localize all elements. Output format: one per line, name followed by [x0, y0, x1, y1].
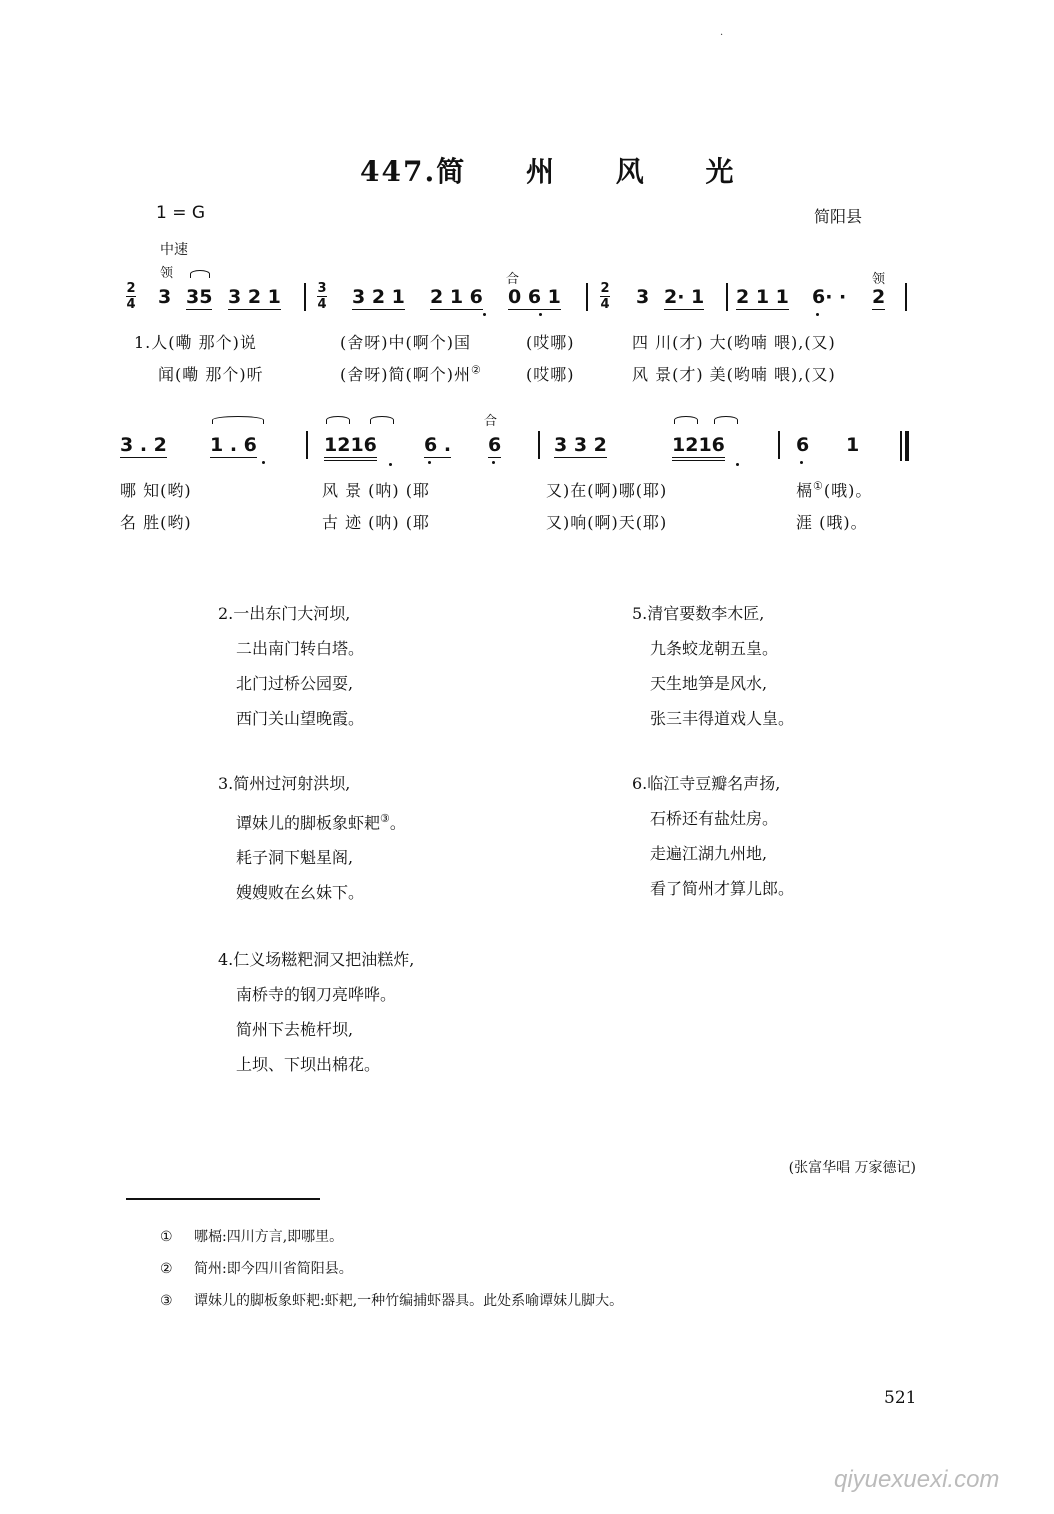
lyric-phrase: 哪 知(哟) — [120, 481, 192, 500]
verse-4 — [218, 942, 414, 1082]
lyric-phrase: 又)响(啊)天(耶) — [546, 513, 668, 532]
note: 6· · — [812, 286, 847, 308]
low-dot — [483, 313, 486, 316]
lyric-phrase: (哦)。 — [823, 481, 873, 500]
lyric-phrase: (哎哪) — [526, 333, 575, 352]
verse-line: 6.临江寺豆瓣名声扬, — [632, 774, 781, 793]
note: 3 — [636, 286, 650, 308]
verse-line: 南桥寺的钢刀亮哗哗。 — [236, 985, 397, 1004]
lyric-phrase: (哎哪) — [526, 365, 575, 384]
verse-text: 。 — [389, 813, 406, 833]
low-dot — [262, 461, 265, 464]
note-group: 3 3 2 — [554, 434, 607, 456]
note-group: 35 — [186, 286, 213, 308]
chorus-mark: 合 — [506, 272, 520, 287]
verse-line: 4.仁义场糍粑洞又把油糕炸, — [218, 950, 415, 969]
low-dot — [816, 313, 819, 316]
note-group: 2 1 6 — [430, 286, 483, 308]
low-dot — [389, 463, 392, 466]
time-sig-bottom: 4 — [126, 297, 136, 312]
bar-line — [726, 283, 728, 311]
time-sig-bottom: 4 — [600, 297, 610, 312]
bar-line — [586, 283, 588, 311]
low-dot — [736, 463, 739, 466]
key-signature: 1 = G — [156, 203, 206, 223]
bar-line — [778, 431, 780, 459]
verse-line: 5.清官要数李木匠, — [632, 604, 765, 623]
time-signature — [126, 282, 136, 311]
lyric-phrase: 风 景 (呐) (耶 — [322, 481, 430, 500]
slur — [370, 416, 394, 424]
note: 6 — [488, 434, 502, 456]
note-group: 1216 — [672, 434, 725, 461]
footnote-ref: ② — [470, 363, 482, 377]
tempo-marking: 中速 — [160, 242, 188, 258]
lyrics-line — [134, 330, 257, 353]
note-group: 3 2 1 — [228, 286, 281, 308]
lyrics-line — [796, 478, 872, 501]
footnote-ref: ③ — [380, 812, 390, 825]
lyric-phrase: 涯 (哦)。 — [796, 513, 868, 532]
lyric-phrase: (舍呀)中(啊个)国 — [340, 333, 471, 352]
footnote-text: 简州:即今四川省简阳县。 — [194, 1261, 353, 1277]
bar-line — [306, 431, 308, 459]
footnote-ref: ① — [813, 479, 824, 493]
verse-6 — [632, 766, 794, 906]
final-bar-line-thick — [905, 431, 909, 461]
note-group: 0 6 1 — [508, 286, 561, 308]
note-group: 2· 1 — [664, 286, 705, 308]
verse-3 — [218, 766, 406, 910]
verse-line: 看了简州才算儿郎。 — [650, 879, 795, 898]
time-sig-bottom: 4 — [317, 297, 327, 312]
verse-text: 谭妹儿的脚板象虾耙 — [236, 813, 381, 833]
note: 2 — [872, 286, 886, 308]
verse-line: 九条蛟龙朝五皇。 — [650, 639, 779, 658]
performer-credit: (张富华唱 万家德记) — [788, 1160, 916, 1176]
verse-line: 走遍江湖九州地, — [650, 844, 768, 863]
song-name: 简 州 风 光 — [436, 155, 760, 188]
low-dot — [492, 461, 495, 464]
lyric-phrase: 又)在(啊)哪(耶) — [546, 481, 668, 500]
lyric-phrase: 人(嘞 那个)说 — [151, 333, 257, 352]
note-group: 3 2 1 — [352, 286, 405, 308]
verse-number: 1. — [134, 333, 152, 352]
slur — [190, 270, 210, 278]
time-signature — [317, 282, 327, 311]
verse-line: 西门关山望晚霞。 — [236, 709, 365, 728]
footnote-number: ③ — [160, 1293, 173, 1309]
verse-5 — [632, 596, 794, 736]
note: 3 — [158, 286, 172, 308]
lyric-phrase: 槅 — [796, 481, 814, 500]
verse-line: 2.一出东门大河坝, — [218, 604, 351, 623]
verse-2 — [218, 596, 364, 736]
footnote-number: ② — [160, 1261, 173, 1277]
note: 6 — [796, 434, 810, 456]
footnote-text: 哪槅:四川方言,即哪里。 — [194, 1229, 344, 1245]
note: 6 . — [424, 434, 452, 456]
watermark: qiyuexuexi.com — [834, 1466, 1000, 1493]
lead-mark: 领 — [160, 266, 174, 281]
footnote-number: ① — [160, 1229, 173, 1245]
verse-line — [218, 801, 406, 840]
verse-line: 张三丰得道戏人皇。 — [650, 709, 795, 728]
note-group: 1 . 6 — [210, 434, 257, 456]
bar-line — [905, 283, 907, 311]
page-number: 521 — [884, 1388, 917, 1408]
bar-line — [538, 431, 540, 459]
verse-line: 二出南门转白塔。 — [236, 639, 365, 658]
note-group: 3 . 2 — [120, 434, 167, 456]
time-sig-top: 2 — [600, 281, 610, 296]
chorus-mark: 合 — [484, 414, 498, 429]
time-sig-top: 2 — [126, 281, 136, 296]
song-title — [360, 150, 759, 190]
speck: · — [720, 30, 724, 41]
slur — [326, 416, 350, 424]
verse-line: 石桥还有盐灶房。 — [650, 809, 779, 828]
footnote — [160, 1258, 353, 1278]
time-sig-top: 3 — [317, 281, 327, 296]
final-bar-line — [900, 431, 902, 461]
lyric-phrase: (舍呀)简(啊个)州 — [340, 365, 471, 384]
verse-line: 上坝、下坝出棉花。 — [236, 1055, 381, 1074]
slur — [714, 416, 738, 424]
slur — [212, 416, 264, 424]
bar-line — [304, 283, 306, 311]
verse-line: 天生地笋是风水, — [650, 674, 768, 693]
lyric-phrase: 四 川(才) 大(哟喃 喂),(又) — [632, 333, 836, 352]
time-signature — [600, 282, 610, 311]
lyric-phrase: 名 胜(哟) — [120, 513, 192, 532]
verse-line: 3.简州过河射洪坝, — [218, 774, 351, 793]
slur — [674, 416, 698, 424]
verse-line: 简州下去桅杆坝, — [236, 1020, 354, 1039]
footnote-divider — [126, 1198, 320, 1200]
note: 1 — [846, 434, 860, 456]
lyric-phrase: 古 迹 (呐) (耶 — [322, 513, 430, 532]
lyrics-line — [340, 362, 482, 385]
footnote — [160, 1226, 343, 1246]
verse-line: 嫂嫂败在幺妹下。 — [236, 883, 365, 903]
note-group: 1216 — [324, 434, 377, 461]
low-dot — [428, 461, 431, 464]
lead-mark: 领 — [872, 272, 886, 287]
lyric-phrase: 闻(嘞 那个)听 — [158, 365, 264, 384]
verse-line: 耗子洞下魁星阁, — [236, 848, 354, 868]
low-dot — [539, 313, 542, 316]
origin-county: 简阳县 — [814, 207, 863, 226]
footnote — [160, 1290, 623, 1310]
footnote-text: 谭妹儿的脚板象虾耙:虾耙,一种竹编捕虾器具。此处系喻谭妹儿脚大。 — [194, 1293, 624, 1309]
lyric-phrase: 风 景(才) 美(哟喃 喂),(又) — [632, 365, 836, 384]
note-group: 2 1 1 — [736, 286, 789, 308]
low-dot — [800, 461, 803, 464]
verse-line: 北门过桥公园耍, — [236, 674, 354, 693]
song-number: 447. — [360, 155, 437, 188]
